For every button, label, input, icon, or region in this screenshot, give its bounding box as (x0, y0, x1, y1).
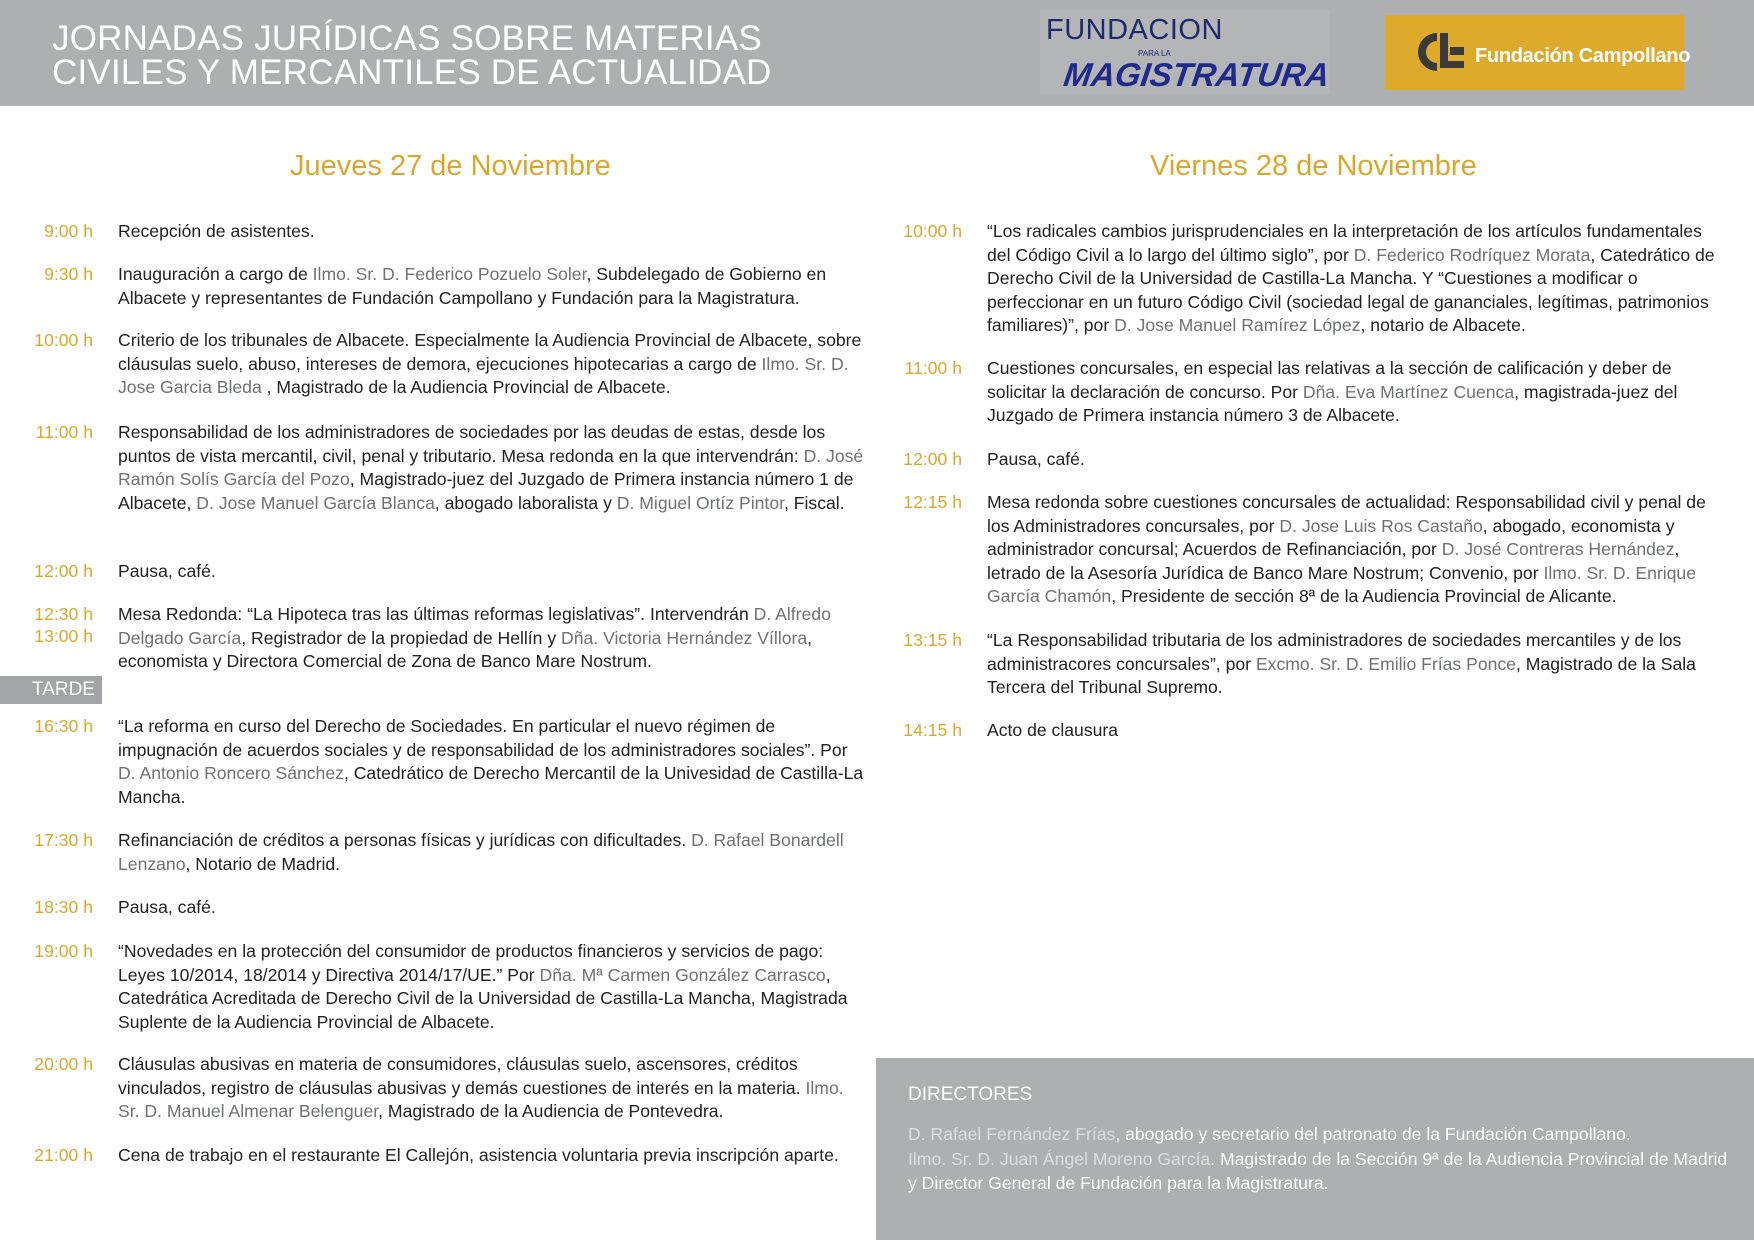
entry-description (118, 421, 870, 515)
entry-text: , Registrador de la propiedad de Hellín y (241, 627, 562, 648)
header-banner (0, 0, 1754, 106)
entry-text: “Los radicales cambios jurisprudenciales en la interpretación de los artículos fundamentales del Código Civil a lo largo del último siglo”, por (987, 221, 1702, 265)
entry-description (118, 896, 870, 920)
entry-text: Responsabilidad de los administradores de sociedades por las deudas de estas, desde los puntos de vista mercantil, civil, penal y tributario. Mesa redonda en la que intervendrán: (118, 422, 826, 466)
entry-text: , Catedrática Acreditada de Derecho Civil de la Universidad de Castilla-La Mancha, Magistrada Suplente de la Audiencia Provincial de Albacete. (118, 964, 848, 1032)
entry-description (118, 263, 870, 310)
entry-text: “La reforma en curso del Derecho de Sociedades. En particular el nuevo régimen de impugnación de acuerdos sociales y de responsabilidad de los administradores sociales”. Por (118, 716, 848, 760)
speaker-name: Ilmo. Sr. D. Enrique García Chamón (987, 562, 1696, 606)
entry-text: , Magistrado de la Audiencia de Pontevedra. (378, 1101, 724, 1121)
entry-text: , Magistrado de la Sala Tercera del Tribunal Supremo. (987, 653, 1696, 697)
entry-text: , economista y Directora Comercial de Zona de Banco Mare Nostrum. (118, 627, 813, 671)
entry-text: “La Responsabilidad tributaria de los administradores de sociedades mercantiles y de los administracores concursales”, por (987, 630, 1682, 674)
entry-time: 20:00 h (34, 1054, 93, 1074)
speaker-name: Dña. Eva Martínez Cuenca (1302, 381, 1515, 402)
entry-description (118, 220, 870, 244)
entry-description (118, 603, 870, 674)
entry-description (118, 560, 870, 584)
day1-title: Jueves 27 de Noviembre (290, 150, 611, 182)
speaker-name: D. José Contreras Hernández (1441, 539, 1675, 559)
speaker-name: D. Antonio Roncero Sánchez (118, 763, 344, 783)
entry-time: 17:30 h (34, 830, 93, 850)
entry-description (987, 629, 1727, 700)
campollano-emblem-icon (1415, 29, 1467, 75)
entry-time: 9:00 h (44, 221, 93, 241)
entry-text: Pausa, café. (987, 449, 1085, 469)
entry-time: 12:00 h (903, 449, 962, 469)
entry-text: , Presidente de sección 8ª de la Audiencia Provincial de Alicante. (1111, 586, 1617, 606)
speaker-name: Ilmo. Sr. D. Jose Garcia Bleda (118, 353, 849, 397)
entry-time: 11:00 h (35, 422, 93, 442)
entry-text: “Novedades en la protección del consumidor de productos financieros y servicios de pago: Leyes 10/2014, 18/2014 y Directiva 2014/17/UE.” Por (118, 941, 824, 985)
entry-text: Pausa, café. (118, 561, 216, 581)
director-1-name: D. Rafael Fernández Frías (908, 1124, 1116, 1144)
speaker-name: Excmo. Sr. D. Emilio Frías Ponce (1255, 653, 1516, 674)
entry-text: Cena de trabajo en el restaurante El Callejón, asistencia voluntaria previa inscripción aparte. (118, 1145, 839, 1165)
entry-text: , Catedrático de Derecho Civil de la Universidad de Castilla-La Mancha. Y “Cuestiones a modificar o perfeccionar en un futuro Código Civil (sociedad legal de gananciales, legítimas, patrimonios familiares)”, por (987, 244, 1715, 335)
directors-box (876, 1058, 1754, 1240)
entry-time: 10:00 h (34, 330, 93, 350)
speaker-name: Ilmo. Sr. D. Federico Pozuelo Soler (312, 264, 587, 284)
speaker-name: Dña. Victoria Hernández Víllora (561, 627, 808, 648)
entry-text: , notario de Albacete. (1360, 315, 1526, 335)
entry-description (118, 940, 870, 1034)
entry-time: 21:00 h (34, 1145, 93, 1165)
entry-time: 11:00 h (904, 358, 962, 378)
director-1-role: , abogado y secretario del patronato de la Fundación Campollano. (1115, 1124, 1631, 1144)
entry-description (987, 719, 1727, 743)
event-title-line-2: CIVILES Y MERCANTILES DE ACTUALIDAD (52, 53, 772, 92)
entry-text: Pausa, café. (118, 897, 216, 917)
entry-text: Refinanciación de créditos a personas físicas y jurídicas con dificultades. (118, 830, 692, 850)
entry-text: , abogado laboralista y (434, 492, 617, 513)
entry-text: , Catedrático de Derecho Mercantil de la Univesidad de Castilla-La Mancha. (118, 763, 864, 807)
entry-time: 13:15 h (903, 630, 962, 650)
speaker-name: D. Jose Manuel García Blanca (196, 492, 435, 513)
speaker-name: Dña. Mª Carmen González Carrasco (539, 964, 826, 985)
entry-time: 10:00 h (903, 221, 962, 241)
speaker-name: D. Federico Rodríquez Morata (1353, 244, 1591, 265)
directors-text (908, 1122, 1738, 1196)
entry-description (987, 357, 1727, 428)
entry-description (987, 491, 1727, 609)
director-2-name: Ilmo. Sr. D. Juan Ángel Moreno García (908, 1148, 1211, 1169)
speaker-name: D. Rafael Bonardell Lenzano (118, 830, 844, 874)
logo-fundacion-text: FUNDACION (1046, 14, 1223, 46)
campollano-logo-text: Fundación Campollano (1475, 45, 1691, 67)
speaker-name: D. Alfredo Delgado García (118, 604, 831, 648)
entry-description (987, 220, 1727, 338)
entry-text: Cuestiones concursales, en especial las relativas a la sección de calificación y deber de solicitar la declaración de concurso. Por (987, 358, 1672, 402)
entry-time: 9:30 h (44, 264, 93, 284)
entry-description (118, 715, 870, 809)
director-2-role: . Magistrado de la Sección 9ª de la Audiencia Provincial de Madrid y Director General de Fundación para la Magistratura. (908, 1148, 1728, 1193)
logo-magistratura-text: MAGISTRATURA (1061, 56, 1332, 93)
entry-time: 12:00 h (34, 561, 93, 581)
fundacion-campollano-logo (1385, 15, 1691, 90)
entry-description (118, 329, 870, 400)
entry-text: Mesa redonda sobre cuestiones concursales de actualidad: Responsabilidad civil y penal de los Administradores concursales, por (987, 492, 1706, 536)
event-title (52, 19, 772, 92)
speaker-name: Ilmo. Sr. D. Manuel Almenar Belenguer (118, 1077, 844, 1121)
entry-text: , Fiscal. (784, 492, 845, 513)
day2-title: Viernes 28 de Noviembre (1150, 150, 1477, 182)
logo-para-la-text: PARA LA (1138, 49, 1171, 58)
entry-description (987, 448, 1727, 472)
entry-time: 18:30 h (34, 897, 93, 917)
entry-text: Inauguración a cargo de (118, 264, 313, 284)
entry-text: , magistrada-juez del Juzgado de Primera instancia número 3 de Albacete. (987, 381, 1678, 425)
speaker-name: D. José Ramón Solís García del Pozo (118, 445, 864, 489)
entry-text: , Magistrado-juez del Juzgado de Primera instancia número 1 de Albacete, (118, 469, 854, 513)
event-title-line-1: JORNADAS JURÍDICAS SOBRE MATERIAS (52, 19, 762, 58)
speaker-name: D. Miguel Ortíz Pintor (616, 492, 784, 513)
entry-text: , Subdelegado de Gobierno en Albacete y representantes de Fundación Campollano y Fundación para la Magistratura. (118, 264, 827, 308)
entry-time: 12:15 h (903, 492, 962, 512)
entry-text: , Notario de Madrid. (185, 853, 341, 874)
entry-text: Recepción de asistentes. (118, 221, 315, 241)
fundacion-magistratura-logo (1040, 10, 1330, 94)
directors-title: DIRECTORES (908, 1084, 1033, 1105)
speaker-name: D. Jose Luis Ros Castaño (1279, 515, 1483, 536)
entry-time: 16:30 h (34, 716, 93, 736)
entry-time: 19:00 h (34, 941, 93, 961)
speaker-name: D. Jose Manuel Ramírez López (1114, 315, 1361, 335)
entry-time: 14:15 h (903, 720, 962, 740)
entry-text: , abogado, economista y administrador concursal; Acuerdos de Refinanciación, por (987, 515, 1675, 559)
entry-description (118, 1053, 870, 1124)
entry-text: Cláusulas abusivas en materia de consumidores, cláusulas suelo, ascensores, créditos vinculados, registro de cláusulas abusivas y demás cuestiones de interés en la materia. (118, 1054, 806, 1098)
entry-description (118, 1144, 870, 1168)
entry-text: Mesa Redonda: “La Hipoteca tras las últimas reformas legislativas”. Intervendrán (118, 604, 754, 624)
entry-text: Acto de clausura (987, 720, 1119, 740)
entry-time-end: 13:00 h (34, 626, 93, 646)
entry-time: 12:30 h (34, 604, 93, 624)
entry-text: , letrado de la Asesoría Jurídica de Banco Mare Nostrum; Convenio, por (987, 539, 1680, 583)
entry-text: , Magistrado de la Audiencia Provincial de Albacete. (261, 377, 671, 397)
tarde-label: TARDE (0, 676, 102, 704)
entry-text: Criterio de los tribunales de Albacete. Especialmente la Audiencia Provincial de Albacete, sobre cláusulas suelo, abuso, intereses de demora, ejecuciones hipotecarias a cargo de (118, 330, 862, 374)
entry-description (118, 829, 870, 876)
